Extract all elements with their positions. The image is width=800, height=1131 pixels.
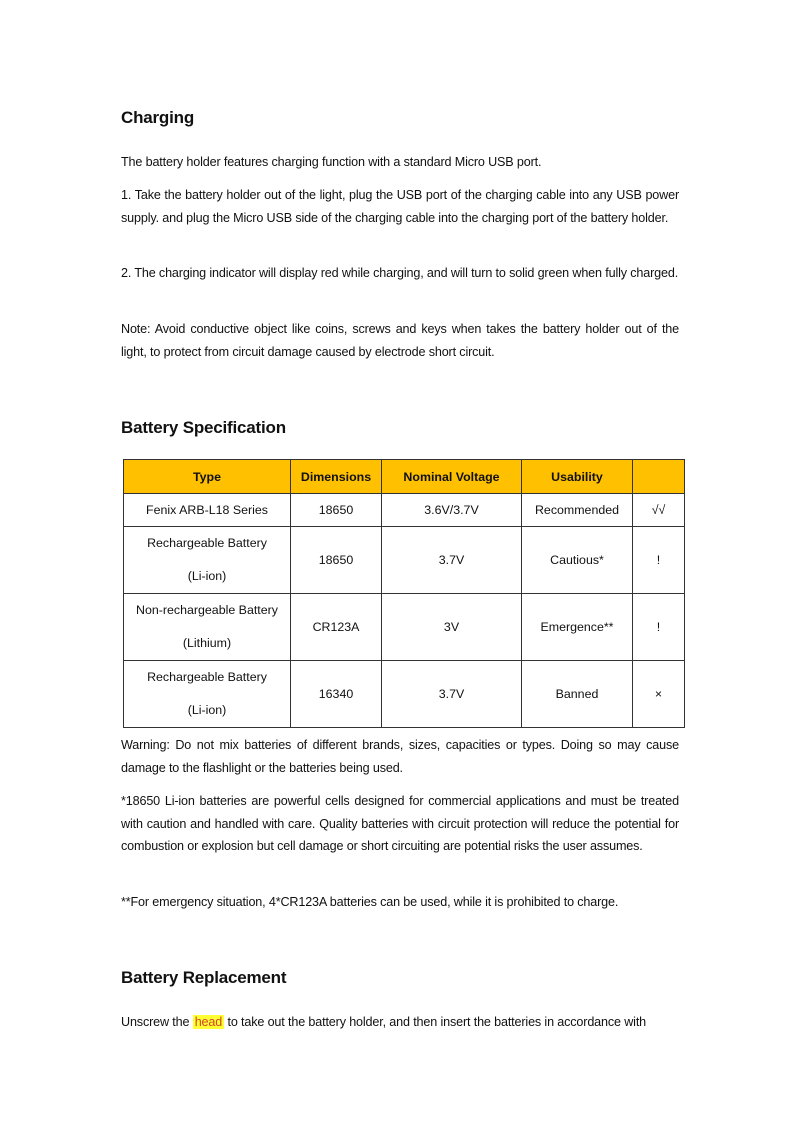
cell-dimensions: CR123A bbox=[291, 594, 382, 661]
warning-text: Warning: Do not mix batteries of different brands, sizes, capacities or types. Doing so may cause damage to the flashlight or the batteries being used. bbox=[121, 738, 679, 775]
caution-exclamation-icon: ! bbox=[633, 527, 685, 594]
cell-type bbox=[124, 661, 291, 728]
cell-usability: Emergence** bbox=[522, 594, 633, 661]
replacement-heading: Battery Replacement bbox=[121, 968, 287, 987]
caution-exclamation-icon: ! bbox=[633, 594, 685, 661]
charging-step-1: 1. Take the battery holder out of the light, plug the USB port of the charging cable into any USB power supply. and plug the Micro USB side of the charging cable into the charging port of the battery holder. bbox=[121, 188, 679, 225]
footnote-cr123a: **For emergency situation, 4*CR123A batteries can be used, while it is prohibited to charge. bbox=[121, 895, 619, 909]
highlighted-word: head bbox=[194, 1015, 223, 1029]
cell-usability: Recommended bbox=[522, 494, 633, 527]
cell-dimensions: 16340 bbox=[291, 661, 382, 728]
type-line-1: Rechargeable Battery bbox=[147, 536, 267, 550]
recommended-check-icon: √√ bbox=[633, 494, 685, 527]
table-row bbox=[124, 494, 685, 527]
cell-usability: Cautious* bbox=[522, 527, 633, 594]
cell-type: Fenix ARB-L18 Series bbox=[124, 494, 291, 527]
footnote-18650: *18650 Li-ion batteries are powerful cells designed for commercial applications and must be treated with caution and handled with care. Quality batteries with circuit protection will reduce the potential for combustion or explosion but cell damage or short circuiting are potential risks the user assumes. bbox=[121, 794, 679, 853]
type-line-1: Rechargeable Battery bbox=[147, 670, 267, 684]
type-line-1: Non-rechargeable Battery bbox=[136, 603, 278, 617]
battery-spec-table bbox=[123, 459, 685, 728]
replacement-text-before: Unscrew the bbox=[121, 1015, 193, 1029]
cell-voltage: 3V bbox=[382, 594, 522, 661]
type-line-2: (Li-ion) bbox=[187, 703, 227, 717]
replacement-text bbox=[121, 1011, 679, 1034]
table-header-row bbox=[124, 460, 685, 494]
cell-voltage: 3.7V bbox=[382, 527, 522, 594]
banned-cross-icon: × bbox=[633, 661, 685, 728]
charging-intro: The battery holder features charging function with a standard Micro USB port. bbox=[121, 155, 542, 169]
header-nominal-voltage: Nominal Voltage bbox=[382, 460, 522, 494]
charging-heading: Charging bbox=[121, 108, 195, 127]
table-row bbox=[124, 594, 685, 661]
specification-heading: Battery Specification bbox=[121, 418, 286, 437]
cell-voltage: 3.7V bbox=[382, 661, 522, 728]
cell-dimensions: 18650 bbox=[291, 527, 382, 594]
cell-type bbox=[124, 527, 291, 594]
cell-voltage: 3.6V/3.7V bbox=[382, 494, 522, 527]
header-mark bbox=[633, 460, 685, 494]
header-type: Type bbox=[124, 460, 291, 494]
table-row bbox=[124, 527, 685, 594]
replacement-text-after: to take out the battery holder, and then insert the batteries in accordance with bbox=[224, 1015, 647, 1029]
cell-dimensions: 18650 bbox=[291, 494, 382, 527]
table-row bbox=[124, 661, 685, 728]
charging-step-2: 2. The charging indicator will display red while charging, and will turn to solid green when fully charged. bbox=[121, 266, 679, 280]
type-line-2: (Li-ion) bbox=[187, 569, 227, 583]
type-line-2: (Lithium) bbox=[182, 636, 232, 650]
header-dimensions: Dimensions bbox=[291, 460, 382, 494]
charging-note: Note: Avoid conductive object like coins, screws and keys when takes the battery holder out of the light, to protect from circuit damage caused by electrode short circuit. bbox=[121, 322, 679, 359]
header-usability: Usability bbox=[522, 460, 633, 494]
cell-usability: Banned bbox=[522, 661, 633, 728]
cell-type bbox=[124, 594, 291, 661]
